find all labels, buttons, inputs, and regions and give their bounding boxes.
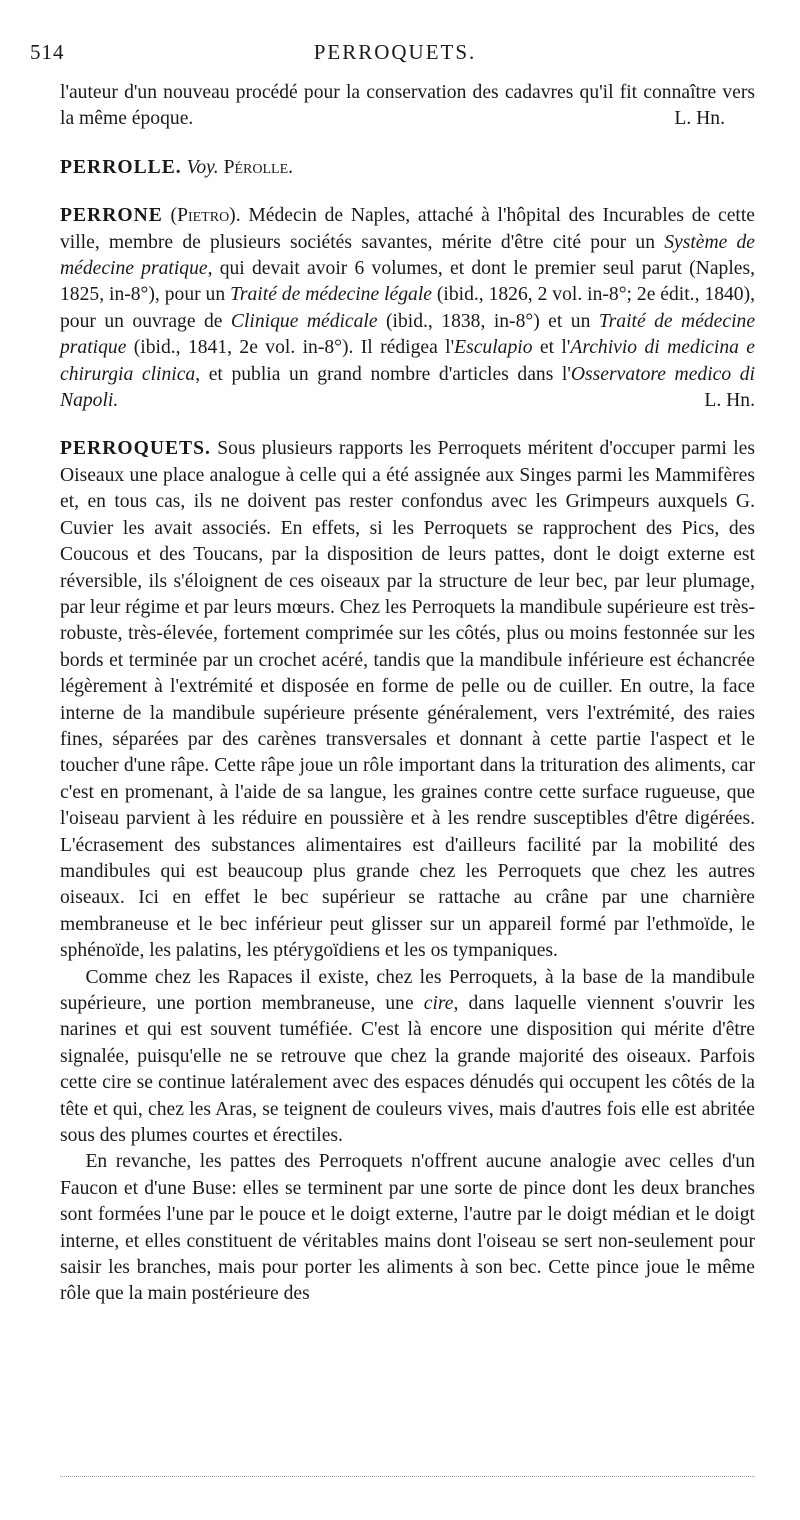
work-title: Archivio di medicina e chirurgia clinica [60, 337, 755, 385]
work-title: Système de médecine pratique [60, 231, 756, 280]
entry-text: Médecin de Naples, attaché à l'hôpital des Incurables de cette ville, membre de plusieurs sociétés savantes, mérite d'être cité pour un [60, 205, 755, 253]
entry-firstname: (Pietro). [170, 205, 241, 227]
running-header [30, 40, 760, 70]
entry-head-perroquets: PERROQUETS. [60, 438, 211, 460]
running-title: PERROQUETS. [313, 40, 477, 64]
entry-text: (ibid., 1841, 2e vol. in-8°). Il rédigea l' [126, 337, 455, 359]
work-title: Traité de médecine pratique [60, 310, 756, 359]
entry-text: Sous plusieurs rapports les Perroquets méritent d'occuper parmi les Oiseaux une place analogue à celle qui a été assignée aux Singes parmi les Mammifères et, en tous cas, ils ne doivent pas rester confondus avec les Grimpeurs auxquels G. Cuvier les avait associés. En effets, si les Perroquets se rapprochent des Pics, des Coucous et des Toucans, par la disposition de leurs pattes, dont le doigt externe est réversible, ils s'éloignent de ces oiseaux par la structure de leur bec, par leur plumage, par leur régime et par leurs mœurs. Chez les Perroquets la mandibule supérieure est très-robuste, très-élevée, fortement comprimée sur les côtés, plus ou moins festonnée sur les bords et terminée par un crochet acéré, tandis que la mandibule inférieure est échancrée légèrement à l'extrémité et disposée en forme de pelle ou de cuiller. En outre, la face interne de la mandibule supérieure présente généralement, vers l'extrémité, des raies fines, séparées par des carènes transversales et donnant à cette partie l'aspect et le toucher d'une râpe. Cette râpe joue un rôle important dans la trituration des aliments, car c'est en promenant, à l'aide de sa langue, les graines contre cette surface rugueuse, que l'oiseau parvient à les réduire en poussière et à les rendre susceptibles d'être digérées. L'écrasement des substances alimentaires est d'ailleurs facilité par la mobilité des mandibules qui est beaucoup plus grande chez les Perroquets que chez les autres oiseaux. Ici en effet le bec supérieur se rattache au crâne par une charnière membraneuse et le bec inférieur peut glisser sur un appareil formé par l'ethmoïde, le sphénoïde, les palatins, les ptérygoïdiens et les os tympaniques. [60, 438, 755, 962]
continuation-signature: L. Hn. [674, 108, 725, 130]
entry-text: En revanche, les pattes des Perroquets n'offrent aucune analogie avec celles d'un Faucon et d'une Buse: elles se terminent par une sorte de pince dont les deux branches sont formées l'une par le pouce et le doigt externe, l'autre par le doigt médian et le doigt interne, et elles constituent de véritables mains dont l'oiseau se sert non-seulement pour saisir les branches, mais pour porter les aliments à son bec. Cette pince joue le même rôle que la main postérieure des [60, 1151, 755, 1305]
entry-text: , qui devait avoir 6 volumes, et dont le premier seul parut (Naples, 1825, in-8°), pour un [60, 258, 755, 306]
entry-text: , dans laquelle viennent s'ouvrir les narines et qui est souvent tuméfiée. C'est là encore une disposition qui mérite d'être signalée, puisqu'elle ne se retrouve que chez la grande majorité des oiseaux. Parfois cette cire se continue latéralement avec des espaces dénudés qui occupent les côtés de la tête et qui, chez les Aras, se teignent de couleurs vives, mais d'autres fois elle est abritée sous des plumes courtes et érectiles. [60, 993, 755, 1147]
entry-perrolle [60, 155, 755, 181]
continuation-paragraph [60, 80, 755, 133]
entry-head-perrolle: PERROLLE. [60, 156, 182, 178]
work-title: Osservatore medico di Napoli. [60, 363, 755, 412]
page-number: 514 [30, 40, 65, 64]
work-title: Traité de médecine légale [230, 284, 432, 306]
page-body [60, 80, 755, 1308]
voy-label: Voy. [186, 156, 219, 178]
work-title: Esculapio [454, 337, 533, 359]
work-title: Clinique médicale [230, 310, 378, 332]
entry-perrone [60, 203, 755, 414]
entry-text: , et publia un grand nombre d'articles dans l' [195, 363, 571, 385]
entry-text: (ibid., 1826, 2 vol. in-8°; 2e édit., 1840), pour un ouvrage de [60, 284, 756, 332]
entry-text: (ibid., 1838, in-8°) et un [377, 310, 599, 332]
continuation-text: l'auteur d'un nouveau procédé pour la conservation des cadavres qu'il fit connaître vers la même époque. [60, 82, 755, 130]
italic-term: cire [423, 993, 454, 1014]
entry-perroquets-p3 [60, 1149, 755, 1307]
entry-perroquets-p2 [60, 965, 755, 1150]
entry-head-perrone: PERRONE [60, 205, 163, 227]
entry-perroquets-p1 [60, 436, 755, 964]
entry-signature: L. Hn. [704, 390, 755, 412]
entry-text: et l' [532, 337, 571, 359]
bottom-rule [60, 1476, 755, 1477]
cross-reference: Pérolle. [223, 156, 294, 178]
entry-text: Comme chez les Rapaces il existe, chez les Perroquets, à la base de la mandibule supérieure, une portion membraneuse, une [60, 966, 755, 1014]
